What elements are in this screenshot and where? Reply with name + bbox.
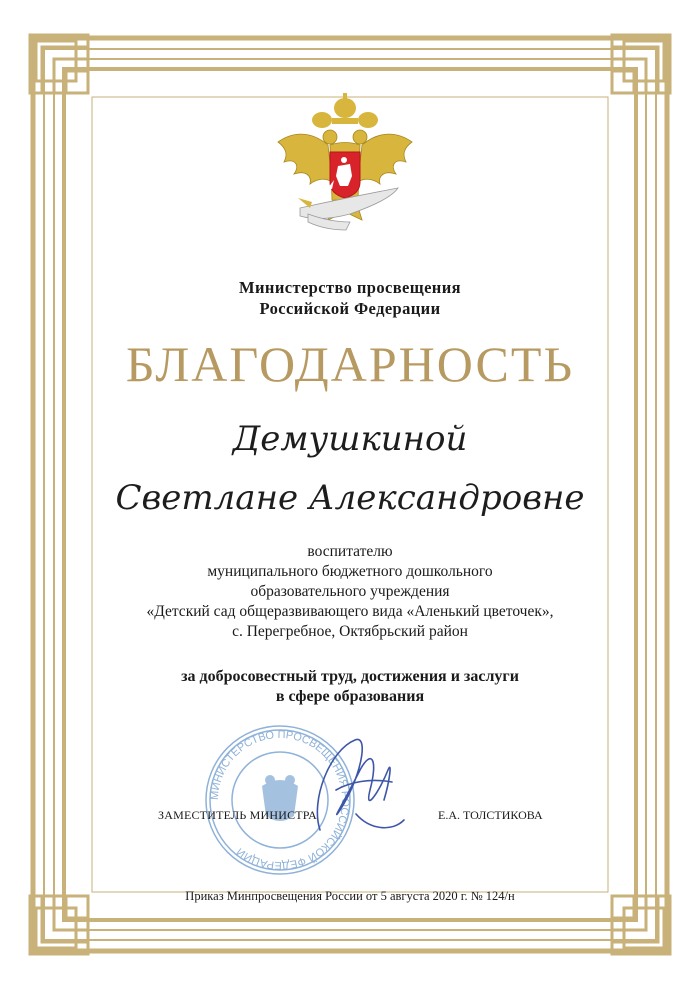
recipient-surname: Демушкиной: [232, 419, 468, 459]
reason-line-2: в сфере образования: [275, 688, 425, 705]
position-line: воспитателю: [307, 543, 393, 560]
ministry-heading: [0, 277, 700, 319]
position-line: «Детский сад общеразвивающего вида «Аленький цветочек»,: [146, 603, 554, 620]
stamp-text: МИНИСТЕРСТВО ПРОСВЕЩЕНИЯ РОССИЙСКОЙ ФЕДЕРАЦИИ: [208, 728, 352, 872]
russian-coat-of-arms-icon: [270, 90, 420, 240]
award-reason: [0, 667, 700, 707]
recipient-given-name: Светлане Александровне: [115, 478, 585, 518]
ministry-line-2: Российской Федерации: [259, 299, 441, 318]
position-line: с. Перегребное, Октябрьский район: [232, 623, 468, 640]
signatory-name: Е.А. ТОЛСТИКОВА: [438, 808, 543, 822]
reason-line-1: за добросовестный труд, достижения и заслуги: [181, 668, 519, 685]
recipient-position: [0, 542, 700, 642]
position-line: муниципального бюджетного дошкольного: [207, 563, 493, 580]
ministry-line-1: Министерство просвещения: [239, 278, 461, 297]
certificate-title: БЛАГОДАРНОСТЬ: [125, 336, 575, 392]
position-line: образовательного учреждения: [250, 583, 450, 600]
handwritten-signature-icon: [300, 720, 420, 850]
order-reference: Приказ Минпросвещения России от 5 августа 2020 г. № 124/н: [185, 889, 515, 903]
signatory-title: ЗАМЕСТИТЕЛЬ МИНИСТРА: [158, 808, 318, 822]
